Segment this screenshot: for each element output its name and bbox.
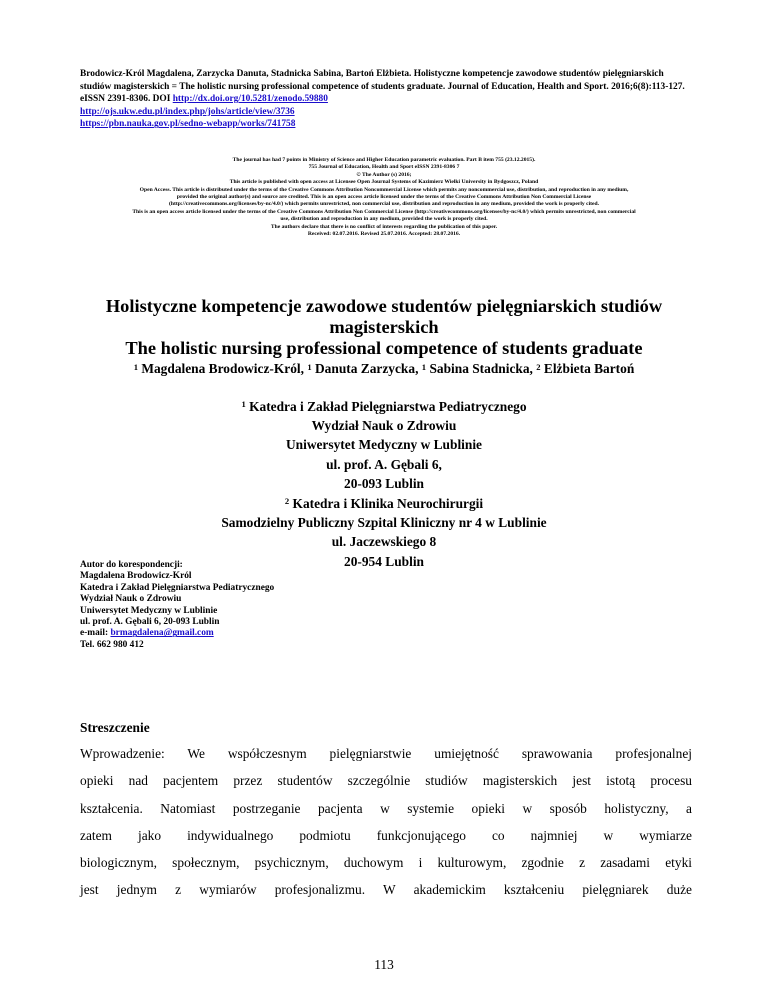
- phone-number: Tel. 662 980 412: [80, 639, 144, 650]
- abstract-line: biologicznym, społecznym, psychicznym, duchowym i kulturowym, zgodnie z zasadami etyki: [80, 855, 692, 871]
- correspondence-line: Magdalena Brodowicz-Król: [80, 571, 192, 582]
- title-polish-line1: Holistyczne kompetencje zawodowe studentów pielęgniarskich studiów: [105, 296, 663, 316]
- abstract-line: Wprowadzenie: We współczesnym pielęgniarstwie umiejętność sprawowania profesjonalnej: [80, 746, 692, 761]
- abstract-line: kształcenia. Natomiast postrzeganie pacjenta w systemie opieki w sposób holistyczny, a: [80, 800, 692, 816]
- abstract-line: zatem jako indywidualnego podmiotu funkcjonującego co najmniej w wymiarze: [80, 827, 692, 843]
- article-title: [60, 296, 708, 359]
- ojs-link[interactable]: http://ojs.ukw.edu.pl/index.php/johs/article/view/3736: [80, 106, 295, 117]
- author-name: Magdalena Brodowicz-Król,: [141, 361, 304, 376]
- title-polish-line2: magisterskich: [329, 317, 439, 337]
- author-name: Elżbieta Bartoń: [543, 361, 635, 376]
- author-affiliation-marker: 1: [421, 362, 427, 372]
- affiliation-marker: 2: [284, 496, 290, 506]
- correspondence-line: ul. prof. A. Gębali 6, 20-093 Lublin: [80, 617, 220, 628]
- journal-info-line: use, distribution and reproduction in any medium, provided the work is properly cited.: [280, 216, 488, 223]
- author-affiliation-marker: 1: [133, 362, 138, 372]
- journal-info-line: This article is published with open access at Licensee Open Journal Systems of Kazimierz Wielki University in Bydgoszcz, Poland: [229, 179, 539, 186]
- title-english: The holistic nursing professional competence of students graduate: [125, 338, 643, 358]
- author-affiliation-marker: 2: [536, 362, 541, 372]
- journal-info-line: provided the original author(s) and source are credited. This is an open access article licensed under the terms of the Creative Commons Attribution Non Commercial License: [176, 194, 592, 201]
- correspondence-heading: Autor do korespondencji:: [80, 560, 183, 570]
- affiliation-line: ul. Jaczewskiego 8: [331, 534, 437, 550]
- doi-link[interactable]: http://dx.doi.org/10.5281/zenodo.59880: [172, 94, 328, 105]
- journal-info-line: This is an open access article licensed under the terms of the Creative Commons Attribution Non Commercial License (http://creativecommons.org/licenses/by-nc/4.0/) which permits unrestricted, non commercial: [132, 208, 636, 215]
- author-affiliation-marker: 1: [307, 362, 312, 372]
- journal-info-line: 755 Journal of Education, Health and Sport eISSN 2391-8306 7: [308, 164, 460, 171]
- email-label: e-mail:: [80, 628, 109, 639]
- journal-info-line: The journal has had 7 points in Ministry of Science and Higher Education parametric evaluation. Part B item 755 (23.12.2015).: [232, 157, 536, 163]
- abstract-heading: Streszczenie: [80, 720, 150, 735]
- affiliation-line: Katedra i Klinika Neurochirurgii: [292, 496, 484, 511]
- correspondence-line: Wydział Nauk o Zdrowiu: [80, 594, 182, 605]
- affiliation-line: Wydział Nauk o Zdrowiu: [311, 418, 457, 434]
- author-list: [60, 361, 708, 377]
- email-link[interactable]: brmagdalena@gmail.com: [110, 628, 214, 639]
- correspondence-line: Katedra i Zakład Pielęgniarstwa Pediatrycznego: [80, 582, 275, 593]
- journal-info-line: The authors declare that there is no conflict of interests regarding the publication of this paper.: [270, 223, 498, 230]
- affiliation-line: Uniwersytet Medyczny w Lublinie: [285, 437, 482, 453]
- journal-info-line: Open Access. This article is distributed under the terms of the Creative Commons Attribution Noncommercial License which permits any noncommercial use, distribution, and reproduction in any medium,: [139, 186, 629, 193]
- affiliation-line: Samodzielny Publiczny Szpital Kliniczny nr 4 w Lublinie: [221, 515, 547, 531]
- abstract-line: opieki nad pacjentem przez studentów szczególnie studiów magisterskich jest istotą procesu: [80, 773, 692, 789]
- correspondence-block: [80, 560, 480, 651]
- correspondence-line: Uniwersytet Medyczny w Lublinie: [80, 605, 218, 616]
- sedno-link[interactable]: https://pbn.nauka.gov.pl/sedno-webapp/works/741758: [80, 119, 296, 130]
- page-number: 113: [374, 957, 394, 972]
- affiliation-line: 20-093 Lublin: [344, 475, 424, 491]
- citation-text: Brodowicz-Król Magdalena, Zarzycka Danuta, Stadnicka Sabina, Bartoń Elżbieta. Holistyczne kompetencje zawodowe studentów pielęgniarskich studiów magisterskich = The holistic nursing professional competence of students graduate. Journal of Education, Health and Sport. 2016;6(8):113-127. eISSN 2391-8306. DOI: [80, 69, 685, 105]
- author-name: Danuta Zarzycka,: [315, 361, 419, 376]
- abstract-body: [80, 740, 692, 904]
- journal-info: [56, 157, 712, 238]
- affiliation-line: ul. prof. A. Gębali 6,: [326, 456, 442, 472]
- affiliation-line: Katedra i Zakład Pielęgniarstwa Pediatrycznego: [249, 399, 527, 414]
- journal-info-line: Received: 02.07.2016. Revised 25.07.2016. Accepted: 28.07.2016.: [307, 231, 461, 238]
- affiliation-marker: 1: [241, 399, 246, 409]
- author-name: Sabina Stadnicka,: [429, 361, 533, 376]
- abstract-line: jest jednym z wymiarów profesjonalizmu. W akademickim kształceniu pielęgniarek duże: [80, 882, 692, 898]
- affiliation-1: [80, 397, 688, 493]
- journal-info-line: © The Author (s) 2016;: [356, 171, 412, 178]
- journal-info-line: (http://creativecommons.org/licenses/by-nc/4.0/) which permits unrestricted, non commercial use, distribution and reproduction in any medium, provided the work is properly cited.: [169, 201, 599, 208]
- citation-block: [80, 68, 692, 131]
- affiliation-line: 20-954 Lublin: [344, 553, 424, 569]
